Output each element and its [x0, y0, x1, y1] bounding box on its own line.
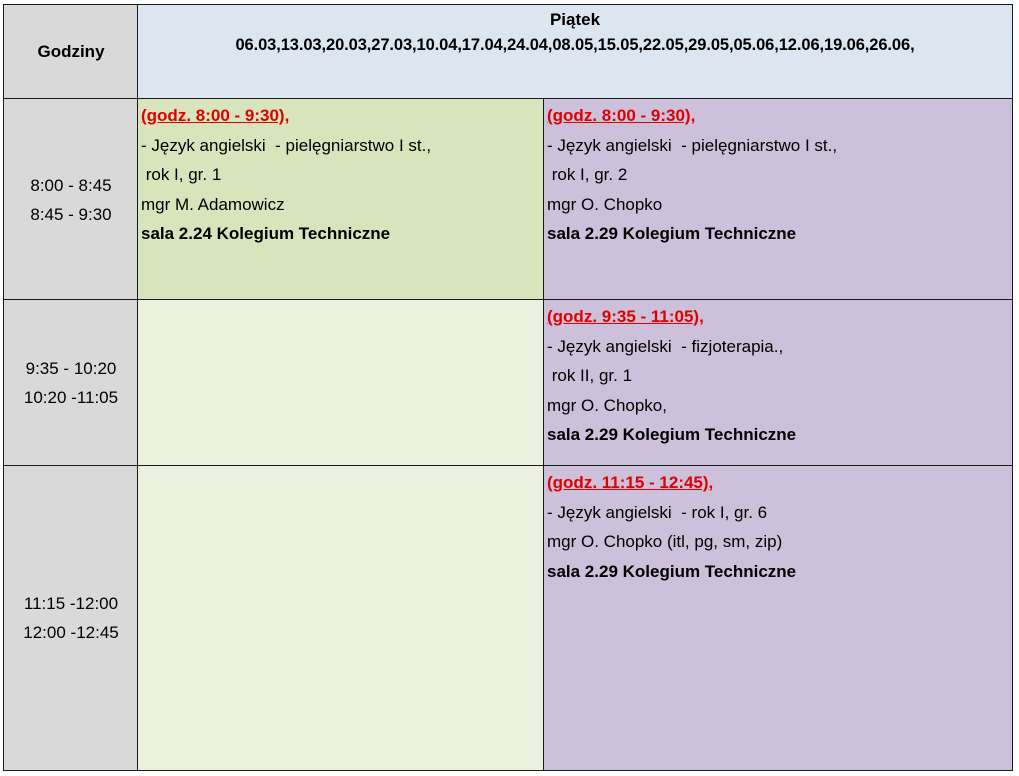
empty-slot-group1-slot3	[137, 465, 545, 771]
schedule-table	[3, 4, 1013, 771]
time-slot-1-second: 8:45 - 9:30	[30, 204, 112, 224]
time-slot-1	[3, 98, 139, 301]
time-slot-2-second: 10:20 -11:05	[23, 388, 119, 407]
class-teacher: mgr O. Chopko (itl, pg, sm, zip)	[547, 532, 783, 551]
class-subject: - Język angielski - pielęgniarstwo I st.,	[141, 135, 432, 155]
class-room: sala 2.29 Kolegium Techniczne	[547, 425, 797, 444]
class-room: sala 2.29 Kolegium Techniczne	[547, 561, 797, 581]
class-room: sala 2.29 Kolegium Techniczne	[547, 224, 797, 243]
class-subject: - Język angielski - fizjoterapia.,	[547, 336, 784, 356]
time-slot-2-first: 9:35 - 10:20	[25, 359, 117, 378]
class-entry-group2-slot3	[543, 465, 1013, 771]
class-room: sala 2.24 Kolegium Techniczne	[141, 224, 391, 243]
class-group: rok I, gr. 1	[141, 165, 222, 184]
hours-header-label: Godziny	[37, 42, 105, 61]
class-hours: (godz. 9:35 - 11:05),	[547, 307, 704, 326]
class-subject: - Język angielski - rok I, gr. 6	[547, 502, 768, 522]
time-slot-1-first: 8:00 - 8:45	[30, 175, 112, 195]
class-group: rok II, gr. 1	[547, 366, 633, 385]
dates-list: 06.03,13.03,20.03,27.03,10.04,17.04,24.04,08.05,15.05,22.05,29.05,05.06,12.06,19.06,26.06,	[235, 36, 915, 54]
class-teacher: mgr M. Adamowicz	[141, 194, 285, 214]
class-entry-group2-slot2	[543, 299, 1013, 467]
class-entry-group1-slot1	[137, 98, 545, 301]
day-column-header	[137, 4, 1013, 100]
time-slot-3	[3, 465, 139, 771]
class-hours: (godz. 8:00 - 9:30),	[141, 106, 290, 125]
class-teacher: mgr O. Chopko,	[547, 395, 667, 415]
class-hours: (godz. 8:00 - 9:30),	[547, 106, 696, 125]
day-title: Piątek	[549, 10, 601, 29]
class-teacher: mgr O. Chopko	[547, 194, 663, 214]
class-hours: (godz. 11:15 - 12:45),	[547, 473, 714, 492]
class-entry-group2-slot1	[543, 98, 1013, 301]
hours-column-header	[3, 4, 139, 100]
time-slot-3-first: 11:15 -12:00	[23, 594, 119, 613]
time-slot-3-second: 12:00 -12:45	[23, 623, 119, 642]
class-subject: - Język angielski - pielęgniarstwo I st.,	[547, 135, 838, 155]
time-slot-2	[3, 299, 139, 467]
empty-slot-group1-slot2	[137, 299, 545, 467]
class-group: rok I, gr. 2	[547, 165, 628, 184]
